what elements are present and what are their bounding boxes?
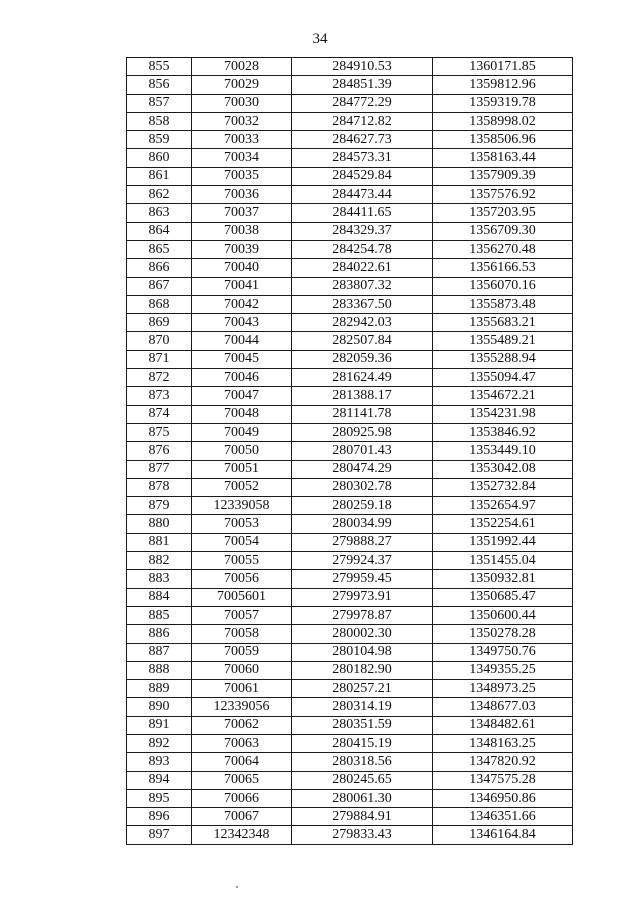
point-id-cell: 70046 — [192, 369, 292, 387]
row-index-cell: 868 — [127, 295, 192, 313]
table-row — [127, 186, 573, 204]
row-index-cell: 895 — [127, 789, 192, 807]
point-id-cell: 70060 — [192, 661, 292, 679]
table-row — [127, 698, 573, 716]
point-id-cell: 70063 — [192, 734, 292, 752]
point-id-cell: 70045 — [192, 350, 292, 368]
y-coordinate-cell: 1355288.94 — [433, 350, 573, 368]
y-coordinate-cell: 1358506.96 — [433, 131, 573, 149]
row-index-cell: 886 — [127, 625, 192, 643]
row-index-cell: 879 — [127, 497, 192, 515]
x-coordinate-cell: 282507.84 — [292, 332, 433, 350]
x-coordinate-cell: 284772.29 — [292, 94, 433, 112]
row-index-cell: 893 — [127, 753, 192, 771]
x-coordinate-cell: 284712.82 — [292, 112, 433, 130]
row-index-cell: 861 — [127, 167, 192, 185]
x-coordinate-cell: 284573.31 — [292, 149, 433, 167]
table-body — [127, 58, 573, 845]
table-row — [127, 570, 573, 588]
table-row — [127, 332, 573, 350]
point-id-cell: 70036 — [192, 186, 292, 204]
x-coordinate-cell: 280104.98 — [292, 643, 433, 661]
y-coordinate-cell: 1359319.78 — [433, 94, 573, 112]
y-coordinate-cell: 1350685.47 — [433, 588, 573, 606]
table-row — [127, 478, 573, 496]
x-coordinate-cell: 280351.59 — [292, 716, 433, 734]
table-row — [127, 259, 573, 277]
y-coordinate-cell: 1357203.95 — [433, 204, 573, 222]
row-index-cell: 882 — [127, 552, 192, 570]
point-id-cell: 70038 — [192, 222, 292, 240]
table-row — [127, 552, 573, 570]
table-row — [127, 369, 573, 387]
x-coordinate-cell: 284254.78 — [292, 240, 433, 258]
table-row — [127, 149, 573, 167]
y-coordinate-cell: 1347820.92 — [433, 753, 573, 771]
y-coordinate-cell: 1358998.02 — [433, 112, 573, 130]
y-coordinate-cell: 1355873.48 — [433, 295, 573, 313]
table-row — [127, 497, 573, 515]
x-coordinate-cell: 279973.91 — [292, 588, 433, 606]
y-coordinate-cell: 1356070.16 — [433, 277, 573, 295]
x-coordinate-cell: 280002.30 — [292, 625, 433, 643]
x-coordinate-cell: 284851.39 — [292, 76, 433, 94]
table-row — [127, 661, 573, 679]
row-index-cell: 869 — [127, 314, 192, 332]
y-coordinate-cell: 1349355.25 — [433, 661, 573, 679]
point-id-cell: 70042 — [192, 295, 292, 313]
y-coordinate-cell: 1355683.21 — [433, 314, 573, 332]
point-id-cell: 70065 — [192, 771, 292, 789]
x-coordinate-cell: 280314.19 — [292, 698, 433, 716]
point-id-cell: 70059 — [192, 643, 292, 661]
y-coordinate-cell: 1355489.21 — [433, 332, 573, 350]
point-id-cell: 70040 — [192, 259, 292, 277]
y-coordinate-cell: 1356270.48 — [433, 240, 573, 258]
row-index-cell: 873 — [127, 387, 192, 405]
table-row — [127, 58, 573, 76]
x-coordinate-cell: 281388.17 — [292, 387, 433, 405]
row-index-cell: 875 — [127, 423, 192, 441]
row-index-cell: 872 — [127, 369, 192, 387]
row-index-cell: 877 — [127, 460, 192, 478]
x-coordinate-cell: 280302.78 — [292, 478, 433, 496]
x-coordinate-cell: 283367.50 — [292, 295, 433, 313]
point-id-cell: 7005601 — [192, 588, 292, 606]
y-coordinate-cell: 1353042.08 — [433, 460, 573, 478]
table-row — [127, 680, 573, 698]
point-id-cell: 70035 — [192, 167, 292, 185]
row-index-cell: 881 — [127, 533, 192, 551]
point-id-cell: 70047 — [192, 387, 292, 405]
table-row — [127, 643, 573, 661]
row-index-cell: 856 — [127, 76, 192, 94]
row-index-cell: 876 — [127, 442, 192, 460]
x-coordinate-cell: 280182.90 — [292, 661, 433, 679]
table-row — [127, 460, 573, 478]
row-index-cell: 855 — [127, 58, 192, 76]
y-coordinate-cell: 1349750.76 — [433, 643, 573, 661]
point-id-cell: 70066 — [192, 789, 292, 807]
table-row — [127, 167, 573, 185]
x-coordinate-cell: 282059.36 — [292, 350, 433, 368]
table-row — [127, 606, 573, 624]
x-coordinate-cell: 279978.87 — [292, 606, 433, 624]
table-row — [127, 350, 573, 368]
row-index-cell: 888 — [127, 661, 192, 679]
table-row — [127, 76, 573, 94]
y-coordinate-cell: 1348973.25 — [433, 680, 573, 698]
point-id-cell: 70029 — [192, 76, 292, 94]
table-row — [127, 423, 573, 441]
row-index-cell: 887 — [127, 643, 192, 661]
row-index-cell: 880 — [127, 515, 192, 533]
y-coordinate-cell: 1353846.92 — [433, 423, 573, 441]
x-coordinate-cell: 280474.29 — [292, 460, 433, 478]
point-id-cell: 70054 — [192, 533, 292, 551]
row-index-cell: 891 — [127, 716, 192, 734]
row-index-cell: 883 — [127, 570, 192, 588]
coordinates-table — [126, 57, 573, 845]
y-coordinate-cell: 1357909.39 — [433, 167, 573, 185]
x-coordinate-cell: 279884.91 — [292, 808, 433, 826]
y-coordinate-cell: 1348482.61 — [433, 716, 573, 734]
x-coordinate-cell: 280925.98 — [292, 423, 433, 441]
point-id-cell: 70043 — [192, 314, 292, 332]
point-id-cell: 70056 — [192, 570, 292, 588]
table-row — [127, 112, 573, 130]
y-coordinate-cell: 1358163.44 — [433, 149, 573, 167]
row-index-cell: 878 — [127, 478, 192, 496]
table-row — [127, 826, 573, 844]
x-coordinate-cell: 283807.32 — [292, 277, 433, 295]
point-id-cell: 70032 — [192, 112, 292, 130]
y-coordinate-cell: 1346950.86 — [433, 789, 573, 807]
point-id-cell: 70052 — [192, 478, 292, 496]
row-index-cell: 857 — [127, 94, 192, 112]
point-id-cell: 70048 — [192, 405, 292, 423]
y-coordinate-cell: 1352254.61 — [433, 515, 573, 533]
y-coordinate-cell: 1354231.98 — [433, 405, 573, 423]
x-coordinate-cell: 280245.65 — [292, 771, 433, 789]
row-index-cell: 884 — [127, 588, 192, 606]
y-coordinate-cell: 1354672.21 — [433, 387, 573, 405]
point-id-cell: 70064 — [192, 753, 292, 771]
row-index-cell: 863 — [127, 204, 192, 222]
y-coordinate-cell: 1350600.44 — [433, 606, 573, 624]
row-index-cell: 885 — [127, 606, 192, 624]
table-row — [127, 222, 573, 240]
point-id-cell: 70028 — [192, 58, 292, 76]
table-row — [127, 625, 573, 643]
y-coordinate-cell: 1346351.66 — [433, 808, 573, 826]
row-index-cell: 889 — [127, 680, 192, 698]
table-row — [127, 533, 573, 551]
point-id-cell: 70051 — [192, 460, 292, 478]
y-coordinate-cell: 1356166.53 — [433, 259, 573, 277]
row-index-cell: 870 — [127, 332, 192, 350]
table-row — [127, 240, 573, 258]
y-coordinate-cell: 1347575.28 — [433, 771, 573, 789]
x-coordinate-cell: 284022.61 — [292, 259, 433, 277]
table-row — [127, 405, 573, 423]
point-id-cell: 70044 — [192, 332, 292, 350]
point-id-cell: 70034 — [192, 149, 292, 167]
row-index-cell: 871 — [127, 350, 192, 368]
row-index-cell: 860 — [127, 149, 192, 167]
x-coordinate-cell: 284411.65 — [292, 204, 433, 222]
row-index-cell: 867 — [127, 277, 192, 295]
table-row — [127, 753, 573, 771]
y-coordinate-cell: 1355094.47 — [433, 369, 573, 387]
row-index-cell: 896 — [127, 808, 192, 826]
point-id-cell: 70062 — [192, 716, 292, 734]
row-index-cell: 874 — [127, 405, 192, 423]
row-index-cell: 866 — [127, 259, 192, 277]
x-coordinate-cell: 280034.99 — [292, 515, 433, 533]
y-coordinate-cell: 1359812.96 — [433, 76, 573, 94]
table-row — [127, 808, 573, 826]
page-number: 34 — [312, 31, 328, 47]
y-coordinate-cell: 1353449.10 — [433, 442, 573, 460]
table-row — [127, 387, 573, 405]
row-index-cell: 864 — [127, 222, 192, 240]
x-coordinate-cell: 279833.43 — [292, 826, 433, 844]
x-coordinate-cell: 280061.30 — [292, 789, 433, 807]
table-row — [127, 515, 573, 533]
point-id-cell: 70049 — [192, 423, 292, 441]
x-coordinate-cell: 280259.18 — [292, 497, 433, 515]
x-coordinate-cell: 280701.43 — [292, 442, 433, 460]
point-id-cell: 12339058 — [192, 497, 292, 515]
y-coordinate-cell: 1350932.81 — [433, 570, 573, 588]
y-coordinate-cell: 1350278.28 — [433, 625, 573, 643]
point-id-cell: 70058 — [192, 625, 292, 643]
x-coordinate-cell: 284473.44 — [292, 186, 433, 204]
y-coordinate-cell: 1357576.92 — [433, 186, 573, 204]
point-id-cell: 70030 — [192, 94, 292, 112]
table-row — [127, 204, 573, 222]
table-row — [127, 716, 573, 734]
y-coordinate-cell: 1352732.84 — [433, 478, 573, 496]
y-coordinate-cell: 1348677.03 — [433, 698, 573, 716]
x-coordinate-cell: 280415.19 — [292, 734, 433, 752]
point-id-cell: 70057 — [192, 606, 292, 624]
y-coordinate-cell: 1356709.30 — [433, 222, 573, 240]
y-coordinate-cell: 1352654.97 — [433, 497, 573, 515]
x-coordinate-cell: 279924.37 — [292, 552, 433, 570]
row-index-cell: 858 — [127, 112, 192, 130]
row-index-cell: 862 — [127, 186, 192, 204]
point-id-cell: 70041 — [192, 277, 292, 295]
scan-speck — [236, 886, 238, 888]
x-coordinate-cell: 284529.84 — [292, 167, 433, 185]
point-id-cell: 70055 — [192, 552, 292, 570]
point-id-cell: 70050 — [192, 442, 292, 460]
point-id-cell: 70037 — [192, 204, 292, 222]
point-id-cell: 70033 — [192, 131, 292, 149]
point-id-cell: 70039 — [192, 240, 292, 258]
table-row — [127, 131, 573, 149]
x-coordinate-cell: 284910.53 — [292, 58, 433, 76]
point-id-cell: 70067 — [192, 808, 292, 826]
y-coordinate-cell: 1351992.44 — [433, 533, 573, 551]
table-row — [127, 789, 573, 807]
point-id-cell: 12339056 — [192, 698, 292, 716]
x-coordinate-cell: 284329.37 — [292, 222, 433, 240]
table-row — [127, 734, 573, 752]
x-coordinate-cell: 280257.21 — [292, 680, 433, 698]
table-row — [127, 94, 573, 112]
table-row — [127, 771, 573, 789]
x-coordinate-cell: 281624.49 — [292, 369, 433, 387]
y-coordinate-cell: 1348163.25 — [433, 734, 573, 752]
table-row — [127, 277, 573, 295]
x-coordinate-cell: 280318.56 — [292, 753, 433, 771]
table-row — [127, 314, 573, 332]
point-id-cell: 70053 — [192, 515, 292, 533]
y-coordinate-cell: 1346164.84 — [433, 826, 573, 844]
table-row — [127, 295, 573, 313]
table-row — [127, 588, 573, 606]
point-id-cell: 12342348 — [192, 826, 292, 844]
row-index-cell: 897 — [127, 826, 192, 844]
point-id-cell: 70061 — [192, 680, 292, 698]
x-coordinate-cell: 284627.73 — [292, 131, 433, 149]
y-coordinate-cell: 1351455.04 — [433, 552, 573, 570]
x-coordinate-cell: 281141.78 — [292, 405, 433, 423]
table-row — [127, 442, 573, 460]
x-coordinate-cell: 282942.03 — [292, 314, 433, 332]
x-coordinate-cell: 279959.45 — [292, 570, 433, 588]
y-coordinate-cell: 1360171.85 — [433, 58, 573, 76]
row-index-cell: 859 — [127, 131, 192, 149]
row-index-cell: 894 — [127, 771, 192, 789]
x-coordinate-cell: 279888.27 — [292, 533, 433, 551]
row-index-cell: 865 — [127, 240, 192, 258]
row-index-cell: 890 — [127, 698, 192, 716]
row-index-cell: 892 — [127, 734, 192, 752]
